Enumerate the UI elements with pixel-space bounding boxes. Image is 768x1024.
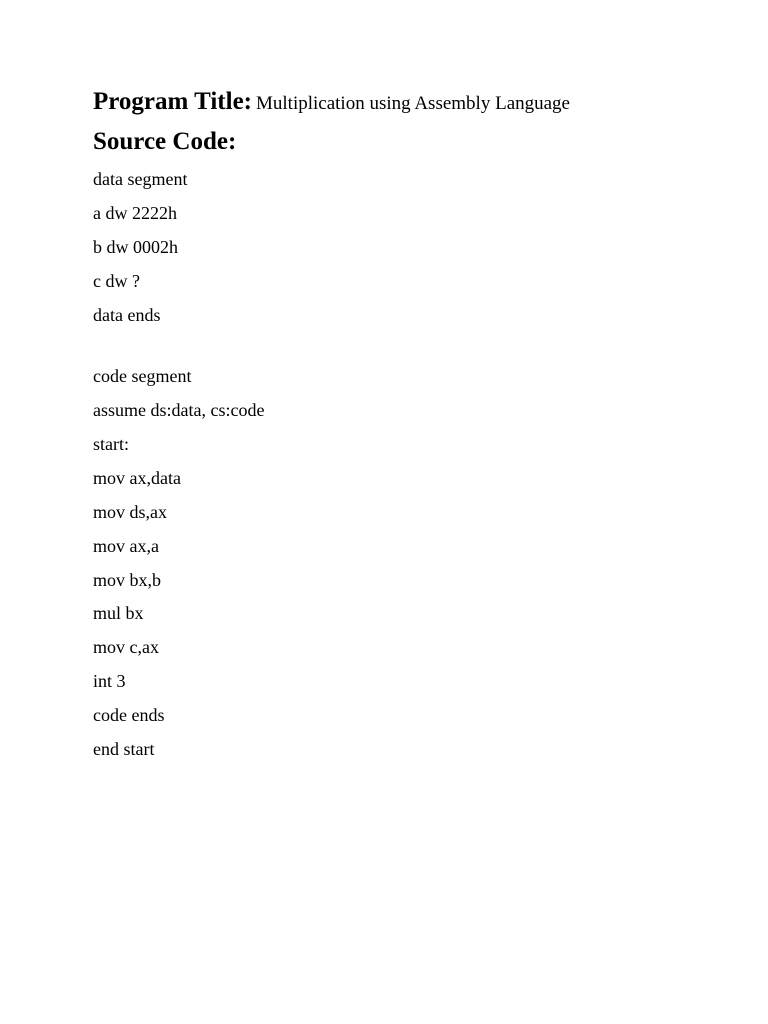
code-line: data ends — [93, 305, 161, 325]
code-line: data segment — [93, 169, 188, 189]
code-line: mov c,ax — [93, 637, 159, 657]
code-line: start: — [93, 434, 129, 454]
program-title-label: Program Title: — [93, 88, 252, 115]
code-line: c dw ? — [93, 271, 140, 291]
code-line: mov ds,ax — [93, 502, 167, 522]
source-code-heading: Source Code: — [93, 128, 237, 155]
code-line: code ends — [93, 705, 165, 725]
program-title-text: Multiplication using Assembly Language — [256, 93, 570, 114]
program-title — [93, 86, 570, 121]
code-line: mov ax,a — [93, 536, 159, 556]
code-line: mov bx,b — [93, 570, 162, 590]
code-line: mov ax,data — [93, 468, 181, 488]
code-line: mul bx — [93, 603, 144, 623]
code-line: code segment — [93, 366, 192, 386]
code-line: int 3 — [93, 671, 126, 691]
code-line: assume ds:data, cs:code — [93, 400, 265, 420]
code-line: b dw 0002h — [93, 237, 178, 257]
code-line: a dw 2222h — [93, 203, 177, 223]
code-line: end start — [93, 739, 155, 759]
